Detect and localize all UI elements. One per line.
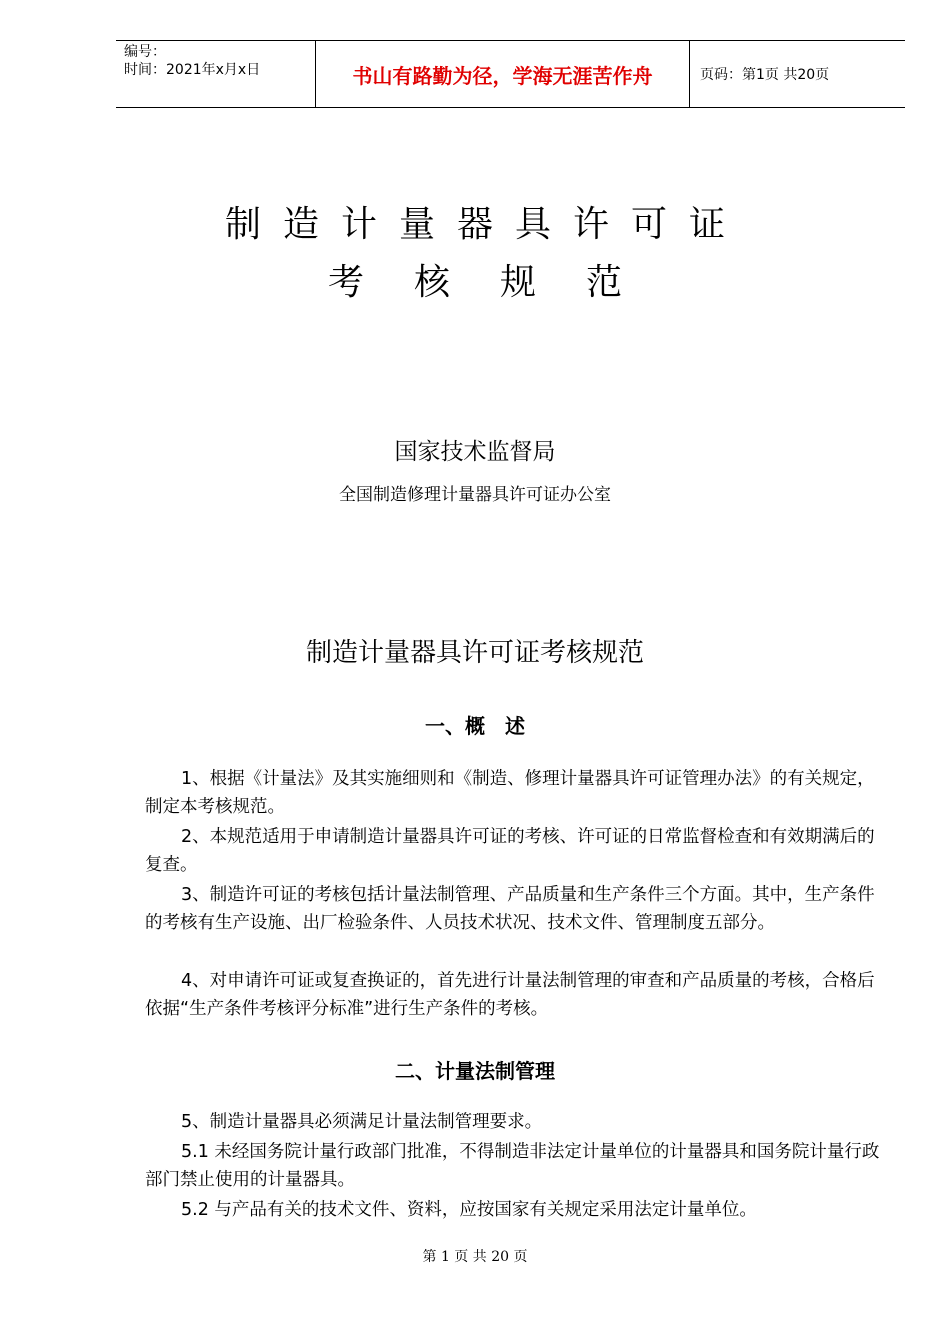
page-footer: 第 1 页 共 20 页: [422, 1249, 528, 1265]
paragraph-4: 4、对申请许可证或复查换证的，首先进行计量法制管理的审查和产品质量的考核，合格后依据“生产条件考核评分标准”进行生产条件的考核。: [145, 971, 875, 1019]
org-sub: 全国制造修理计量器具许可证办公室: [339, 485, 611, 505]
paragraph-2: 2、本规范适用于申请制造计量器具许可证的考核、许可证的日常监督检查和有效期满后的复查。: [145, 827, 875, 875]
header-motto-cell: [316, 41, 690, 107]
paragraph-5-2: 5.2 与产品有关的技术文件、资料，应按国家有关规定采用法定计量单位。: [181, 1200, 757, 1220]
header-meta-cell: [116, 41, 316, 107]
doc-title: 制造计量器具许可证考核规范: [305, 638, 644, 668]
paragraph-5: 5、制造计量器具必须满足计量法制管理要求。: [181, 1112, 543, 1132]
paragraph-1: 1、根据《计量法》及其实施细则和《制造、修理计量器具许可证管理办法》的有关规定，制定本考核规范。: [145, 769, 875, 817]
motto-text: 书山有路勤为径，学海无涯苦作舟: [352, 63, 653, 88]
cover-title-line1: 制造计量器具许可证: [224, 204, 747, 245]
org-main: 国家技术监督局: [394, 439, 556, 465]
cover-title-line2: 考核规范: [327, 262, 672, 303]
number-label: 编号：: [124, 44, 166, 60]
paragraph-3: 3、制造许可证的考核包括计量法制管理、产品质量和生产条件三个方面。其中，生产条件的考核有生产设施、出厂检验条件、人员技术状况、技术文件、管理制度五部分。: [145, 885, 875, 933]
date-label: 时间：2021年x月x日: [124, 62, 261, 78]
paragraph-5-1: 5.1 未经国务院计量行政部门批准，不得制造非法定计量单位的计量器具和国务院计量行政部门禁止使用的计量器具。: [145, 1142, 880, 1190]
page-info: 页码：第1页 共20页: [700, 67, 830, 83]
section2-title: 二、计量法制管理: [395, 1059, 555, 1083]
header-page-cell: [690, 41, 905, 107]
header-table: [116, 40, 905, 108]
section1-title: 一、概 述: [425, 714, 525, 738]
